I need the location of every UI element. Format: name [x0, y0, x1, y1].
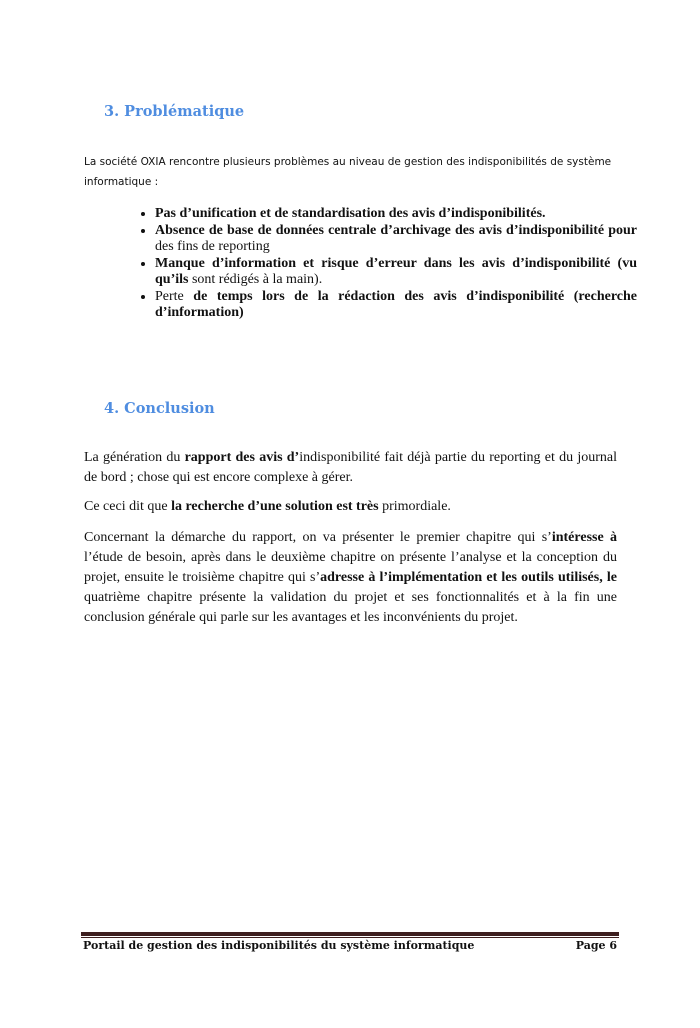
page-number: Page 6	[575, 939, 617, 952]
bold-text: rapport des avis d’	[184, 450, 300, 465]
bold-text: Absence de base de données centrale d’archivage des avis d’indisponibilité pour	[155, 222, 637, 238]
text: indisponibilité fait déjà partie du reporting et du journal de bord ; chose qui est encore complexe à gérer.	[84, 450, 617, 485]
text: Ce ceci dit que	[84, 499, 172, 514]
bold-text: de temps lors de la rédaction des avis d’indisponibilité (recherche d’information)	[155, 288, 637, 320]
bold-text: Manque d’information et risque d’erreur dans les avis d’indisponibilité (vu qu’ils	[155, 255, 637, 287]
text: des fins de reporting	[155, 239, 270, 254]
bold-text: intéresse à	[551, 530, 617, 545]
text: quatrième chapitre présente la validation du projet et ses fonctionnalités et à la fin une conclusion générale qui parle sur les avantages et les inconvénients du projet.	[84, 590, 617, 625]
list-item	[155, 289, 637, 322]
intro-paragraph: La société OXIA rencontre plusieurs problèmes au niveau de gestion des indisponibilités de système informatique :	[84, 156, 612, 188]
footer-divider-thin	[81, 937, 619, 938]
text: La génération du	[84, 450, 185, 465]
conclusion-paragraph-2	[84, 497, 617, 517]
problem-list	[135, 206, 637, 322]
bold-text: la recherche d’une solution est très	[171, 499, 379, 514]
conclusion-paragraph-1	[84, 448, 617, 488]
text: l’étude de besoin, après dans le deuxième chapitre on présente l’analyse et la conception du projet, ensuite le troisième chapitre qui s’	[84, 550, 617, 585]
text: sont rédigés à la main).	[188, 272, 323, 287]
section-heading-problematique: 3. Problématique	[104, 103, 245, 120]
conclusion-paragraph-3	[84, 528, 617, 628]
footer-divider-thick	[81, 932, 619, 936]
page-footer	[83, 939, 617, 952]
list-item	[155, 256, 637, 289]
footer-title: Portail de gestion des indisponibilités du système informatique	[83, 939, 475, 952]
bold-text: Pas d’unification et de standardisation des avis d’indisponibilités.	[155, 206, 546, 221]
list-item	[155, 223, 637, 256]
section-heading-conclusion: 4. Conclusion	[104, 400, 215, 417]
text: primordiale.	[378, 499, 451, 514]
list-item	[155, 206, 637, 223]
bold-text: adresse à l’implémentation et les outils utilisés, le	[320, 570, 617, 585]
text: Concernant la démarche du rapport, on va présenter le premier chapitre qui s’	[84, 530, 552, 545]
text: Perte	[155, 288, 194, 304]
